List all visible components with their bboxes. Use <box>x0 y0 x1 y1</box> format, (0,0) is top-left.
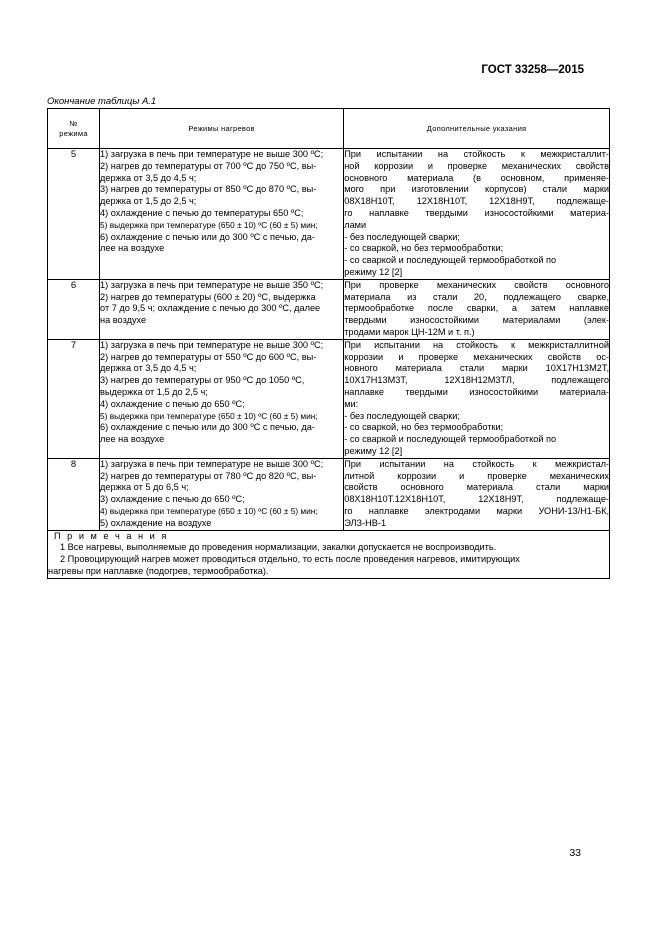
note-line: лами <box>344 219 367 230</box>
header-notes: Дополнительные указания <box>344 109 610 149</box>
mode-line: 1) загрузка в печь при температуре не выше 300 ºС; <box>100 149 324 159</box>
note-line: 08Х18Н10Т.12Х18Н10Т, 12Х18Н9Т, подлежаще- <box>344 494 609 505</box>
mode-line: 4) выдержка при температуре (650 ± 10) ºС (60 ± 5) мин; <box>100 505 318 516</box>
mode-number: 7 <box>48 339 100 458</box>
note-1: 1 Все нагревы, выполняемые до проведения нормализации, закалки допускается не воспроизводить. <box>60 542 497 553</box>
note-line: основного материала (в основном, применяе- <box>344 172 609 183</box>
table-caption: Окончание таблицы А.1 <box>47 96 157 107</box>
note-line: При испытании на стойкость к межкристаллит- <box>344 149 609 159</box>
mode-line: 1) загрузка в печь при температуре не выше 300 ºС; <box>100 458 324 469</box>
table-row <box>48 458 610 530</box>
note-line: термообработке после сварки, а затем наплавке <box>344 303 609 314</box>
mode-line: 3) охлаждение с печью до 650 ºС; <box>100 494 245 505</box>
note-line: мого при изготовлении корпусов) стали марки <box>344 184 609 195</box>
additional-notes-cell <box>344 149 610 280</box>
table-row <box>48 279 610 339</box>
heating-modes-cell <box>100 458 344 530</box>
mode-line: 6) охлаждение с печью или до 300 ºС с печью, да- <box>100 231 315 242</box>
note-2: 2 Провоцирующий нагрев может проводиться отдельно, то есть после проведения нагревов, имитирующих <box>60 554 520 565</box>
mode-line: лее на воздухе <box>100 243 165 254</box>
mode-line: держка от 3,5 до 4,5 ч; <box>100 363 197 374</box>
note-line: При проверке механических свойств основного <box>344 279 609 290</box>
mode-line: держка от 5 до 6,5 ч; <box>100 482 189 493</box>
mode-line: 3) нагрев до температуры от 850 ºС до 870 ºС, вы- <box>100 184 317 195</box>
notes-cell <box>48 530 610 578</box>
standard-code: ГОСТ 33258—2015 <box>481 64 584 76</box>
note-line: ЭЛЗ-НВ-1 <box>344 517 387 528</box>
note-line: наплавке твердыми износостойкими материала- <box>344 386 609 397</box>
note-line: новного материала стали марки 10Х17Н13М2Т, <box>344 363 609 374</box>
heating-modes-cell <box>100 279 344 339</box>
mode-line: 1) загрузка в печь при температуре не выше 350 ºС; <box>100 279 324 290</box>
mode-line: 5) выдержка при температуре (650 ± 10) ºС (60 ± 5) мин; <box>100 219 318 230</box>
heating-modes-cell <box>100 339 344 458</box>
mode-line: 5) выдержка при температуре (650 ± 10) ºС (60 ± 5) мин; <box>100 410 318 421</box>
mode-line: 6) охлаждение с печью или до 300 ºС с печью, да- <box>100 422 315 433</box>
note-line: При испытании на стойкость к межкристал- <box>344 458 609 469</box>
header-modes: Режимы нагревов <box>100 109 344 149</box>
note-line: 08Х18Н10Т, 12Х18Н10Т, 12Х18Н9Т, подлежаще- <box>344 196 609 207</box>
note-line: ми: <box>344 398 359 409</box>
note-line: го наплавке электродами марки УОНИ-13/Н1-БК, <box>344 505 609 516</box>
additional-notes-cell <box>344 279 610 339</box>
mode-line: на воздухе <box>100 315 147 326</box>
mode-line: 2) нагрев до температуры от 550 ºС до 600 ºС, вы- <box>100 351 317 362</box>
mode-line: 4) охлаждение с печью до 650 ºС; <box>100 398 245 409</box>
note-line: литной коррозии и проверке механических <box>344 470 609 481</box>
note-line: - со сваркой, но без термообработки; <box>344 243 504 254</box>
notes-row <box>48 530 610 578</box>
note-line: - со сваркой, но без термообработки; <box>344 422 504 433</box>
mode-line: 1) загрузка в печь при температуре не выше 300 ºС; <box>100 339 324 350</box>
table-row <box>48 339 610 458</box>
note-line: материала из стали 20, подлежащего сварке, <box>344 291 609 302</box>
mode-line: выдержка от 1,5 до 2,5 ч; <box>100 386 208 397</box>
note-line: - со сваркой и последующей термообработкой по <box>344 255 557 266</box>
mode-number: 6 <box>48 279 100 339</box>
additional-notes-cell <box>344 458 610 530</box>
mode-line: 3) нагрев до температуры от 950 ºС до 1050 ºС, <box>100 375 305 386</box>
note-line: свойств основного материала стали марки <box>344 482 609 493</box>
additional-notes-cell <box>344 339 610 458</box>
note-2-continuation: нагревы при наплавке (подогрев, термообработка). <box>48 565 269 576</box>
note-line: твердыми износостойкими материалами (элек- <box>344 315 609 326</box>
table-row <box>48 149 610 280</box>
mode-line: 4) охлаждение с печью до температуры 650 ºС; <box>100 207 304 218</box>
note-line: режиму 12 [2] <box>344 445 403 456</box>
heating-modes-cell <box>100 149 344 280</box>
header-num <box>48 109 100 149</box>
mode-line: держка от 3,5 до 4,5 ч; <box>100 172 197 183</box>
note-line: - без последующей сварки; <box>344 410 460 421</box>
mode-line: держка от 1,5 до 2,5 ч; <box>100 196 197 207</box>
notes-title: П р и м е ч а н и я <box>54 530 169 541</box>
note-line: режиму 12 [2] <box>344 266 403 277</box>
mode-line: 2) нагрев до температуры (600 ± 20) ºС, выдержка <box>100 291 316 302</box>
mode-number: 8 <box>48 458 100 530</box>
note-line: го наплавке твердыми износостойкими материа- <box>344 207 609 218</box>
mode-line: от 7 до 9,5 ч; охлаждение с печью до 300 ºС, далее <box>100 303 321 314</box>
note-line: ной коррозии и проверке механических свойств <box>344 160 609 171</box>
note-line: тродами марок ЦН-12М и т. п.) <box>344 326 475 337</box>
modes-table <box>47 108 610 579</box>
mode-line: 5) охлаждение на воздухе <box>100 517 212 528</box>
mode-number: 5 <box>48 149 100 280</box>
header-num-line2: режима <box>59 128 88 138</box>
page-number: 33 <box>569 847 581 859</box>
mode-line: 2) нагрев до температуры от 700 ºС до 750 ºС, вы- <box>100 160 317 171</box>
header-num-line1: № <box>69 118 78 128</box>
mode-line: 2) нагрев до температуры от 780 ºС до 820 ºС, вы- <box>100 470 317 481</box>
note-line: При испытании на стойкость к межкристаллитной <box>344 339 609 350</box>
note-line: - без последующей сварки; <box>344 231 460 242</box>
note-line: - со сваркой и последующей термообработкой по <box>344 434 557 445</box>
note-line: 10Х17Н13М3Т, 12Х18Н12М3ТЛ, подлежащего <box>344 375 609 386</box>
note-line: коррозии и проверке механических свойств ос- <box>344 351 609 362</box>
mode-line: лее на воздухе <box>100 434 165 445</box>
table-header-row <box>48 109 610 149</box>
